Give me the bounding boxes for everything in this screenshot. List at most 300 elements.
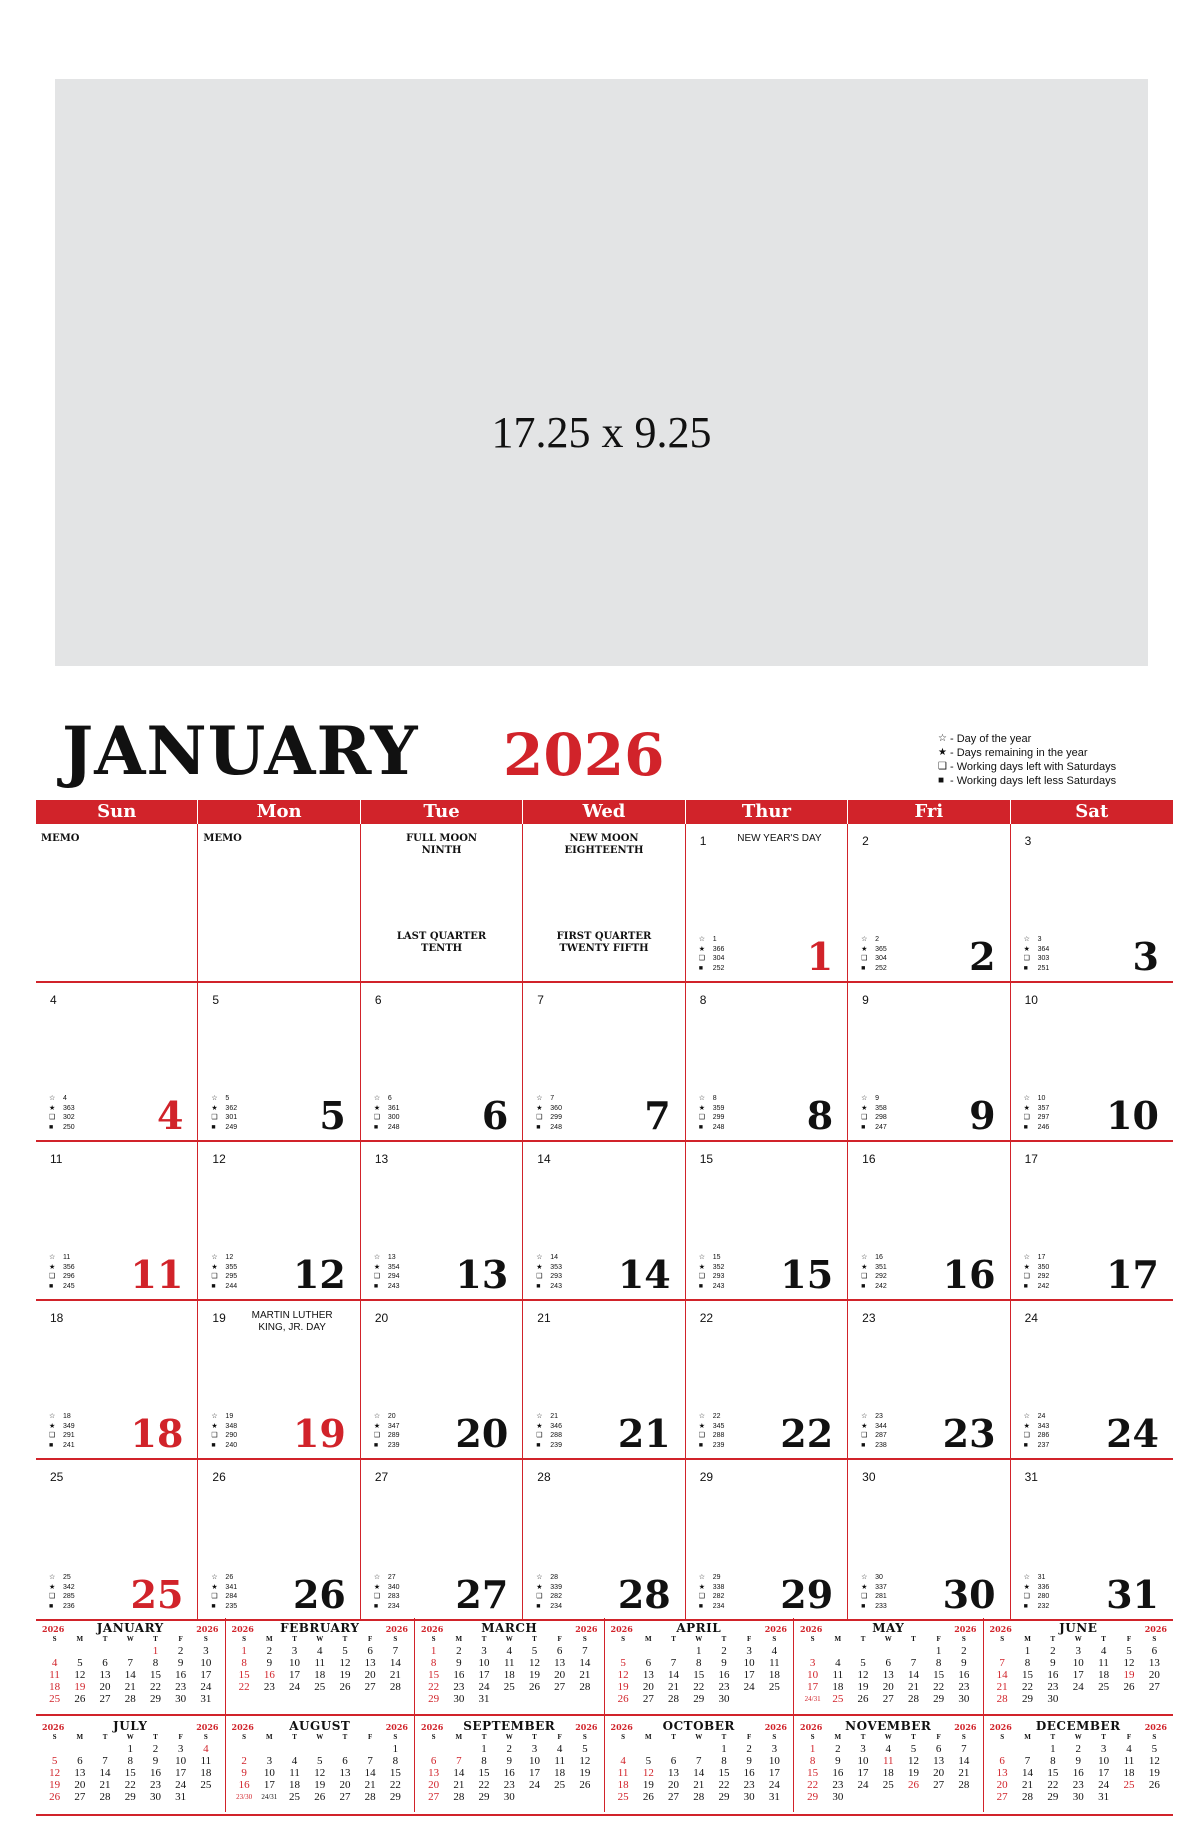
day-stats	[699, 1253, 725, 1291]
mini-day	[737, 1693, 762, 1705]
stat-row	[861, 1441, 887, 1451]
stat-row	[374, 1094, 400, 1104]
mini-day: 14	[579, 1657, 591, 1669]
mini-day: 11	[200, 1755, 212, 1767]
mini-day: 2	[721, 1645, 727, 1657]
outline-star-icon: ☆	[49, 1254, 56, 1261]
mini-day: 9	[961, 1657, 967, 1669]
stat-value: 241	[63, 1441, 75, 1449]
stat-value: 3	[1037, 936, 1042, 943]
mini-day: 13	[554, 1657, 566, 1669]
filled-square-icon: ■	[1023, 964, 1028, 972]
stat-value: 245	[63, 1282, 75, 1290]
mini-day: 19	[74, 1681, 86, 1693]
day-number-small: 8	[699, 993, 707, 1007]
stat-row	[861, 1104, 887, 1114]
mini-weekday: M	[76, 1635, 84, 1643]
day-stats	[374, 1253, 400, 1291]
day-cell	[198, 1460, 360, 1619]
mini-day: 31	[200, 1693, 212, 1705]
mini-weekday: T	[532, 1733, 537, 1741]
mini-day: 25	[503, 1681, 515, 1693]
mini-day: 27	[364, 1681, 376, 1693]
mini-day: 7	[695, 1755, 702, 1767]
day-stats	[49, 1573, 75, 1611]
day-number-large: 7	[644, 1093, 671, 1138]
legend-text: - Working days left with Saturdays	[950, 761, 1117, 773]
mini-weekday: M	[834, 1733, 842, 1741]
mini-day: 25	[289, 1791, 301, 1803]
outline-square-icon: ❑	[861, 1273, 868, 1280]
mini-month-name: SEPTEMBER	[463, 1719, 556, 1733]
mini-days-grid	[42, 1732, 219, 1803]
legend-text: - Days remaining in the year	[950, 747, 1088, 759]
stat-value: 353	[550, 1263, 562, 1271]
mini-day: 10	[200, 1657, 212, 1669]
mini-year: 2026	[1144, 1722, 1167, 1732]
day-number-small: 17	[1024, 1152, 1038, 1166]
mini-month	[226, 1618, 416, 1714]
holiday-label: MARTIN LUTHER KING, JR. DAY	[251, 1310, 333, 1333]
stat-row	[699, 1263, 725, 1273]
mini-day: 26	[1123, 1681, 1135, 1693]
mini-day	[92, 1743, 117, 1755]
mini-year: 2026	[610, 1624, 633, 1634]
mini-day: 13	[74, 1767, 86, 1779]
mini-day: 4	[885, 1743, 891, 1755]
mini-day: 28	[453, 1791, 465, 1803]
day-number-small: 16	[862, 1152, 876, 1166]
mini-day: 8	[721, 1755, 727, 1767]
mini-day: 12	[617, 1669, 629, 1681]
outline-square-icon: ❑	[536, 1273, 543, 1280]
mini-day: 19	[1148, 1767, 1160, 1779]
stat-value: 31	[1037, 1574, 1046, 1581]
mini-day: 27	[668, 1791, 680, 1803]
outline-square-icon: ❑	[861, 1114, 868, 1121]
mini-day: 15	[718, 1767, 730, 1779]
stat-value: 12	[225, 1254, 234, 1261]
mini-day: 21	[453, 1779, 465, 1791]
stat-row	[49, 1431, 75, 1441]
mini-weekday: T	[911, 1733, 916, 1741]
outline-star-icon: ☆	[698, 1254, 705, 1261]
mini-day: 10	[263, 1767, 275, 1779]
mini-weekday: F	[368, 1733, 373, 1741]
mini-day: 6	[935, 1743, 942, 1755]
mini-day: 3	[1075, 1645, 1081, 1657]
stat-value: 7	[550, 1095, 555, 1102]
mini-day: 20	[642, 1681, 654, 1693]
day-number-large: 25	[130, 1572, 184, 1617]
stat-value: 237	[1037, 1441, 1050, 1449]
filled-square-icon: ■	[698, 1602, 703, 1610]
mini-weekday: S	[393, 1733, 398, 1741]
stat-row	[374, 1113, 400, 1123]
mini-day: 29	[693, 1693, 705, 1705]
stat-value: 282	[550, 1593, 562, 1600]
day-number-small: 22	[699, 1311, 714, 1325]
day-number-small: 18	[50, 1311, 64, 1325]
mini-day: 20	[428, 1779, 440, 1791]
stat-row	[374, 1412, 400, 1422]
mini-day: 16	[175, 1669, 187, 1681]
mini-year: 2026	[764, 1624, 787, 1634]
mini-day: 11	[554, 1755, 565, 1767]
mini-day: 18	[200, 1767, 212, 1779]
mini-day: 16	[832, 1767, 844, 1779]
mini-day: 19	[528, 1669, 540, 1681]
filled-square-icon: ■	[698, 1123, 703, 1131]
mini-day: 21	[996, 1681, 1008, 1693]
mini-day: 2	[177, 1645, 184, 1657]
day-cell	[198, 1142, 360, 1301]
stat-row	[536, 1583, 562, 1593]
mini-day: 24/31	[804, 1695, 821, 1703]
mini-weekday: S	[52, 1733, 57, 1741]
outline-star-icon: ☆	[861, 1574, 868, 1581]
stat-value: 287	[875, 1432, 887, 1439]
mini-day: 2	[241, 1755, 247, 1767]
mini-day: 7	[392, 1645, 399, 1657]
mini-day: 29	[389, 1791, 401, 1803]
mini-weekday: F	[557, 1635, 562, 1643]
mini-weekday: T	[1101, 1733, 1106, 1741]
outline-star-icon: ☆	[1023, 1095, 1030, 1102]
mini-year: 2026	[800, 1624, 823, 1634]
stat-value: 302	[63, 1114, 75, 1121]
mini-year: 2026	[231, 1624, 254, 1634]
star-icon: ★	[211, 1263, 218, 1271]
mini-day: 8	[1024, 1657, 1031, 1669]
stat-row	[49, 1583, 75, 1593]
mini-day: 2	[835, 1743, 841, 1755]
mini-month-name: DECEMBER	[1035, 1719, 1121, 1733]
stat-value: 337	[875, 1583, 887, 1591]
stat-value: 297	[1037, 1114, 1050, 1121]
mini-day: 23	[743, 1779, 755, 1791]
mini-day: 6	[999, 1755, 1005, 1767]
mini-weekday: F	[936, 1733, 941, 1741]
mini-day: 12	[49, 1767, 61, 1779]
mini-weekday: M	[266, 1635, 273, 1643]
day-cell	[1011, 1142, 1173, 1301]
mini-weekday: F	[747, 1733, 752, 1741]
mini-day: 22	[149, 1681, 161, 1693]
mini-day: 29	[428, 1693, 440, 1705]
mini-day: 7	[582, 1645, 588, 1657]
mini-day: 30	[718, 1693, 730, 1705]
day-number-small: 2	[862, 834, 869, 848]
outline-square-icon: ❑	[373, 1114, 381, 1121]
mini-days-grid	[611, 1732, 788, 1803]
day-stats	[699, 1412, 725, 1450]
day-number-large: 23	[942, 1411, 996, 1456]
mini-weekday: T	[1050, 1733, 1056, 1741]
mini-day: 1	[241, 1645, 247, 1657]
day-number-large: 17	[1106, 1252, 1159, 1297]
stat-row	[536, 1573, 562, 1583]
mini-year: 2026	[1144, 1624, 1167, 1634]
mini-day: 1	[695, 1645, 702, 1657]
stat-value: 251	[1037, 964, 1050, 972]
stat-row	[49, 1422, 75, 1432]
mini-day: 13	[339, 1767, 351, 1779]
mini-day: 9	[746, 1755, 752, 1767]
mini-weekday: T	[1101, 1635, 1106, 1643]
filled-square-icon: ■	[211, 1282, 216, 1290]
mini-day: 4	[620, 1755, 626, 1767]
stat-row	[374, 1422, 400, 1432]
stat-value: 247	[875, 1123, 887, 1131]
outline-square-icon: ❑	[536, 1593, 543, 1600]
mini-month	[226, 1716, 416, 1812]
mini-month-header	[990, 1621, 1168, 1634]
day-cell	[1011, 1301, 1173, 1460]
mini-year: 2026	[989, 1624, 1012, 1634]
outline-star-icon: ☆	[211, 1254, 218, 1261]
mini-weekday: T	[671, 1635, 676, 1643]
stat-value: 243	[712, 1282, 725, 1290]
stat-row	[699, 964, 725, 974]
mini-weekday: F	[557, 1733, 562, 1741]
stat-value: 236	[63, 1602, 75, 1610]
day-number-small: 27	[374, 1470, 389, 1484]
stat-row	[699, 945, 725, 955]
stat-value: 350	[1037, 1263, 1050, 1271]
star-icon: ★	[373, 1263, 381, 1271]
stat-value: 352	[712, 1263, 725, 1271]
mini-day: 31	[768, 1791, 780, 1803]
mini-month-name: MARCH	[481, 1621, 538, 1635]
day-cell	[36, 983, 198, 1142]
mini-day: 25	[768, 1681, 780, 1693]
mini-day: 27	[554, 1681, 566, 1693]
outline-square-icon: ❑	[1023, 1114, 1030, 1121]
mini-day: 2	[746, 1743, 752, 1755]
mini-day: 4	[316, 1645, 323, 1657]
mini-month-name: JULY	[113, 1719, 148, 1733]
mini-day: 10	[857, 1755, 869, 1767]
stat-row	[49, 1253, 75, 1263]
stat-row	[1024, 1272, 1050, 1282]
mini-day: 11	[1123, 1755, 1135, 1767]
day-stats	[211, 1412, 237, 1450]
star-icon: ★	[49, 1583, 56, 1591]
mini-weekday: W	[126, 1733, 134, 1741]
mini-day: 22	[718, 1779, 730, 1791]
mini-weekday: T	[532, 1635, 537, 1643]
day-cell	[36, 1301, 198, 1460]
outline-star-icon: ☆	[211, 1095, 218, 1102]
day-cell	[361, 824, 523, 983]
mini-day: 5	[582, 1743, 588, 1755]
mini-day: 17	[200, 1669, 212, 1681]
mini-day: 29	[933, 1693, 945, 1705]
weekday-header	[36, 800, 1173, 824]
mini-day: 8	[127, 1755, 133, 1767]
mini-day	[990, 1645, 1015, 1657]
mini-day: 16	[503, 1767, 515, 1779]
legend-item	[938, 746, 1116, 760]
mini-day: 25	[200, 1779, 212, 1791]
weekday-label: Fri	[848, 800, 1010, 824]
mini-day: 28	[958, 1779, 970, 1791]
mini-day: 20	[996, 1779, 1008, 1791]
stat-value: 347	[387, 1422, 400, 1430]
star-icon: ★	[536, 1583, 543, 1591]
stat-row	[536, 1282, 562, 1292]
filled-square-icon: ■	[1023, 1441, 1028, 1449]
stat-row	[211, 1583, 237, 1593]
stat-row	[861, 1431, 887, 1441]
stat-value: 240	[225, 1441, 238, 1449]
stat-value: 19	[225, 1413, 234, 1420]
mini-weekday: S	[772, 1635, 777, 1643]
day-number-large: 10	[1106, 1093, 1159, 1138]
mini-weekday: F	[1126, 1733, 1132, 1741]
stat-value: 354	[387, 1263, 400, 1271]
day-number-large: 18	[130, 1411, 184, 1456]
mini-weekday: T	[292, 1733, 297, 1741]
mini-day: 15	[807, 1767, 819, 1779]
stat-row	[49, 1263, 75, 1273]
mini-day	[497, 1693, 522, 1705]
mini-day: 19	[49, 1779, 61, 1791]
mini-day: 10	[289, 1657, 301, 1669]
stat-value: 341	[225, 1583, 238, 1591]
stat-value: 363	[63, 1104, 75, 1112]
outline-star-icon: ☆	[1023, 936, 1030, 943]
mini-day: 24	[289, 1681, 301, 1693]
day-cell	[686, 983, 848, 1142]
stat-value: 356	[63, 1263, 75, 1271]
mini-weekday: T	[671, 1733, 676, 1741]
mini-day: 29	[124, 1791, 136, 1803]
day-number-small: 21	[537, 1311, 551, 1325]
stat-value: 300	[387, 1114, 400, 1121]
mini-day: 9	[266, 1657, 273, 1669]
day-number-large: 20	[455, 1411, 509, 1456]
mini-day: 5	[342, 1645, 348, 1657]
mini-day	[42, 1645, 67, 1657]
legend-text: - Working days left less Saturdays	[950, 775, 1117, 787]
moon-phase-note: FULL MOON NINTH	[406, 833, 478, 856]
stat-row	[1024, 1113, 1050, 1123]
mini-day	[232, 1743, 257, 1755]
stat-row	[861, 1253, 887, 1263]
mini-day: 3	[177, 1743, 184, 1755]
outline-star-icon: ☆	[49, 1095, 56, 1102]
mini-day: 29	[1022, 1693, 1034, 1705]
filled-square-icon: ■	[373, 1123, 379, 1131]
filled-square-icon: ■	[698, 1282, 703, 1290]
stat-value: 14	[550, 1254, 559, 1261]
filled-square-icon: ■	[536, 1123, 541, 1131]
stat-value: 304	[712, 955, 725, 962]
mini-month-name: APRIL	[676, 1621, 722, 1635]
filled-square-icon: ■	[861, 1602, 866, 1610]
mini-day	[547, 1791, 572, 1803]
mini-day: 30	[175, 1693, 187, 1705]
mini-weekday: T	[481, 1635, 487, 1643]
moon-phase-note: FIRST QUARTER TWENTY FIFTH	[556, 931, 652, 954]
stat-value: 355	[225, 1263, 238, 1271]
filled-square-icon: ■	[211, 1123, 216, 1131]
mini-day: 30	[453, 1693, 465, 1705]
stat-row	[536, 1592, 562, 1602]
mini-day: 9	[721, 1657, 727, 1669]
mini-day: 7	[127, 1657, 133, 1669]
outline-square-icon: ❑	[698, 1114, 705, 1121]
mini-day: 3	[203, 1645, 209, 1657]
stat-row	[374, 1583, 400, 1593]
mini-day: 2	[1050, 1645, 1056, 1657]
mini-day: 15	[693, 1669, 705, 1681]
mini-day: 23	[149, 1779, 161, 1791]
mini-day: 20	[364, 1669, 376, 1681]
stat-row	[211, 1104, 237, 1114]
stat-row	[699, 1253, 725, 1263]
day-cell	[198, 824, 360, 983]
mini-month-name: AUGUST	[289, 1719, 351, 1733]
day-cell	[848, 1142, 1010, 1301]
stat-value: 242	[1037, 1282, 1050, 1290]
stat-row	[699, 1602, 725, 1612]
mini-day: 11	[617, 1767, 629, 1779]
mini-year: 2026	[231, 1722, 254, 1732]
filled-square-icon: ■	[373, 1441, 379, 1449]
stat-row	[49, 1123, 75, 1133]
mini-day: 22	[1047, 1779, 1059, 1791]
mini-day	[990, 1743, 1015, 1755]
outline-square-icon: ❑	[49, 1432, 56, 1439]
stat-row	[49, 1282, 75, 1292]
mini-day: 27	[1148, 1681, 1160, 1693]
stat-row	[49, 1441, 75, 1451]
mini-day	[800, 1645, 825, 1657]
stat-row	[699, 1431, 725, 1441]
mini-year: 2026	[42, 1722, 65, 1732]
day-cell	[523, 1301, 685, 1460]
stat-row	[374, 1282, 400, 1292]
mini-day: 28	[907, 1693, 919, 1705]
mini-weekday: M	[834, 1635, 842, 1643]
mini-days-grid	[800, 1634, 977, 1705]
weekday-label: Sat	[1075, 801, 1109, 822]
day-stats	[861, 1094, 887, 1132]
stat-value: 289	[387, 1432, 400, 1439]
mini-day: 27	[933, 1779, 945, 1791]
stat-row	[1024, 1094, 1050, 1104]
mini-month-header	[232, 1719, 409, 1732]
mini-day	[825, 1645, 850, 1657]
mini-day	[572, 1791, 597, 1803]
mini-day: 6	[102, 1657, 108, 1669]
stat-row	[699, 1583, 725, 1593]
mini-day: 15	[389, 1767, 401, 1779]
outline-star-icon: ☆	[938, 733, 947, 744]
stat-row	[49, 1094, 75, 1104]
stat-value: 366	[712, 945, 725, 953]
mini-day: 3	[266, 1755, 273, 1767]
mini-day: 1	[127, 1743, 133, 1755]
star-icon: ★	[861, 1104, 868, 1112]
day-stats	[211, 1253, 237, 1291]
mini-day: 25	[314, 1681, 326, 1693]
stat-value: 295	[225, 1273, 238, 1280]
legend-item	[938, 732, 1116, 746]
